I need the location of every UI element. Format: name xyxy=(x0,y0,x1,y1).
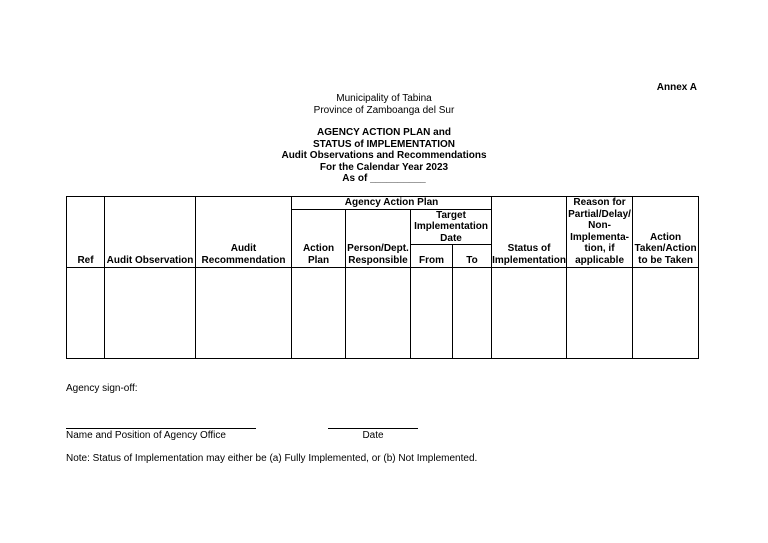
name-signature-line[interactable] xyxy=(66,428,256,429)
col-from xyxy=(411,245,453,268)
col-label-line: Implementa- xyxy=(570,231,629,243)
col-label-line: Implementation xyxy=(492,254,566,266)
col-label-line: Action xyxy=(302,243,335,254)
col-label-line: Non- xyxy=(588,220,611,231)
col-ref-label: Ref xyxy=(77,254,94,266)
col-label-line: Partial/Delay/ xyxy=(568,208,631,220)
title-line: For the Calendar Year 2023 xyxy=(319,161,449,173)
signoff-label: Agency sign-off: xyxy=(66,383,138,394)
col-label-line: Taken/Action xyxy=(634,243,697,254)
col-group-label: Agency Action Plan xyxy=(344,197,439,208)
col-label-line: to be Taken xyxy=(638,254,693,266)
col-label-line: Target xyxy=(436,209,466,221)
col-label-line: Implementation xyxy=(414,221,488,232)
col-label-line: Audit xyxy=(230,243,257,254)
title-line: STATUS of IMPLEMENTATION xyxy=(312,138,456,150)
annex-label: Annex A xyxy=(656,82,697,93)
table-cell[interactable] xyxy=(411,268,453,359)
col-label-line: tion, if xyxy=(584,243,615,254)
table-cell[interactable] xyxy=(492,268,567,359)
municipality-name: Municipality of Tabina xyxy=(336,93,432,104)
col-person-responsible xyxy=(346,209,411,268)
table-cell[interactable] xyxy=(292,268,346,359)
col-to-label: To xyxy=(466,254,478,266)
col-reason xyxy=(567,197,633,268)
col-audit-observation-label: Audit Observation xyxy=(106,254,194,266)
col-status xyxy=(492,197,567,268)
col-from-label: From xyxy=(419,254,444,266)
col-label-line: Status of xyxy=(507,243,551,254)
date-signature-line[interactable] xyxy=(328,428,418,429)
table-cell[interactable] xyxy=(633,268,699,359)
col-label-line: Responsible xyxy=(348,254,408,266)
municipality-header xyxy=(0,93,768,116)
col-label-line: Reason for xyxy=(573,197,626,208)
title-line: As of __________ xyxy=(342,173,426,184)
col-label-line: Recommendation xyxy=(201,254,286,266)
document-title xyxy=(0,127,768,185)
col-to xyxy=(453,245,492,268)
table-row xyxy=(67,268,699,359)
table-cell[interactable] xyxy=(67,268,105,359)
title-line: AGENCY ACTION PLAN and xyxy=(317,127,451,138)
date-label: Date xyxy=(362,430,384,441)
col-action-taken xyxy=(633,197,699,268)
col-label-line: applicable xyxy=(575,254,624,266)
col-label-line: Plan xyxy=(307,254,330,266)
col-ref xyxy=(67,197,105,268)
table-cell[interactable] xyxy=(196,268,292,359)
table-cell[interactable] xyxy=(567,268,633,359)
table-cell[interactable] xyxy=(105,268,196,359)
col-label-line: Action xyxy=(649,231,682,243)
table-cell[interactable] xyxy=(346,268,411,359)
col-label-line: Person/Dept. xyxy=(347,243,409,254)
implementation-note: Note: Status of Implementation may either be (a) Fully Implemented, or (b) Not Implemented. xyxy=(66,453,478,464)
col-audit-observation xyxy=(105,197,196,268)
province-name: Province of Zamboanga del Sur xyxy=(313,104,455,116)
col-group-target-date xyxy=(411,209,492,245)
col-audit-recommendation xyxy=(196,197,292,268)
col-group-agency-action-plan xyxy=(292,197,492,210)
col-action-plan xyxy=(292,209,346,268)
action-plan-table xyxy=(66,196,699,359)
name-position-label: Name and Position of Agency Office xyxy=(66,430,226,441)
title-line: Audit Observations and Recommendations xyxy=(281,150,487,161)
col-label-line: Date xyxy=(440,232,462,244)
table-cell[interactable] xyxy=(453,268,492,359)
